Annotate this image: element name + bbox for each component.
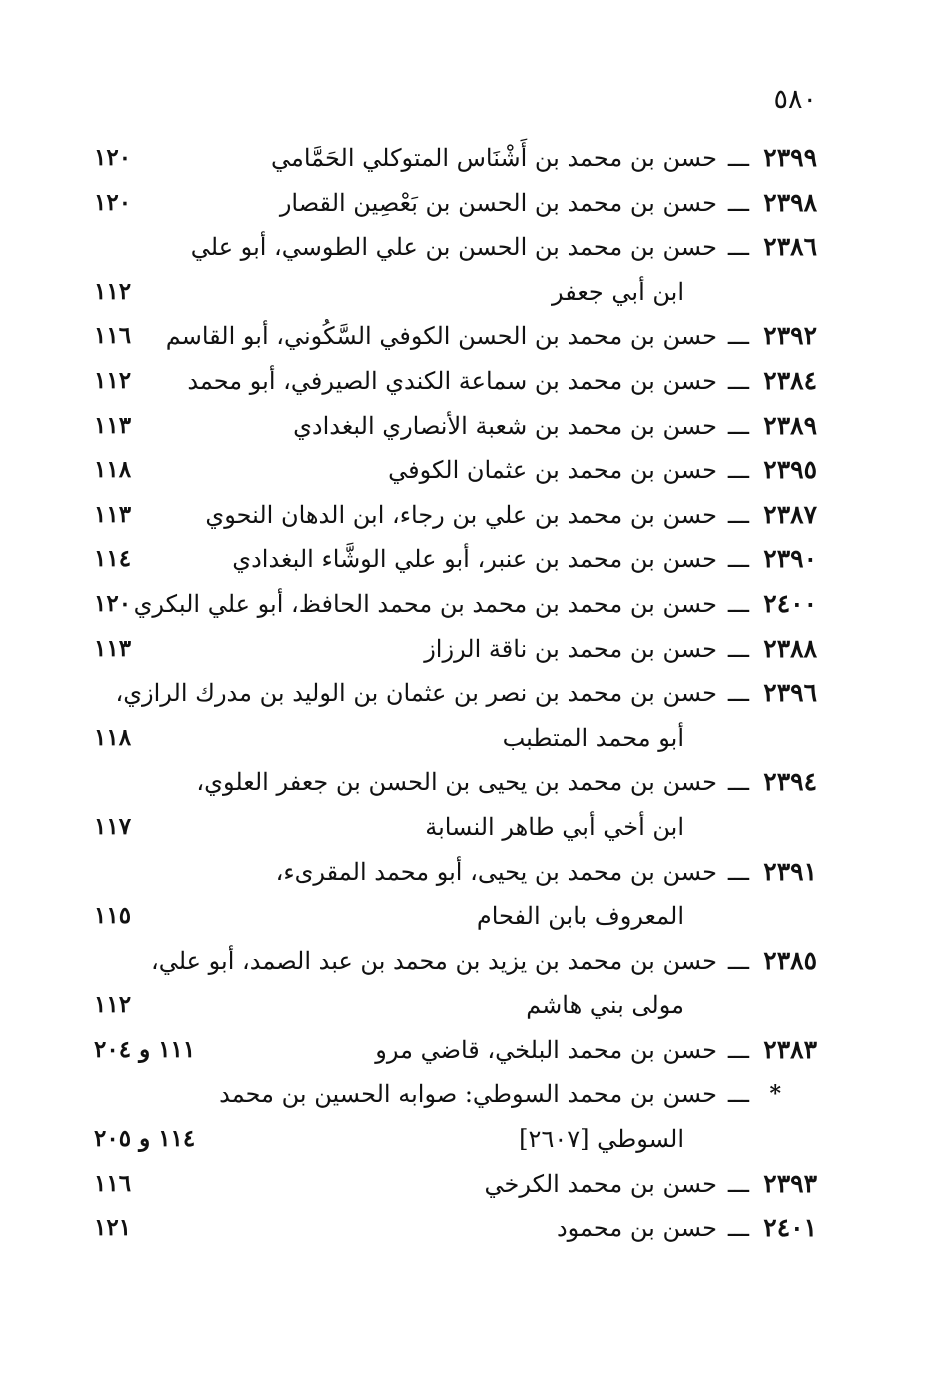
entry-name-text: السوطي [٢٦٠٧]: [519, 1125, 684, 1154]
page-reference: ١١٧: [94, 812, 132, 840]
page-reference: ١١٣: [94, 634, 132, 662]
entry-name-text: حسن بن محمد الكرخي: [484, 1169, 717, 1198]
entry-dash: ـــ: [727, 456, 749, 485]
index-entry: [0, 225, 929, 270]
entry-name-text: ابن أخي أبي طاهر النسابة: [425, 812, 684, 841]
entry-name-text: حسن بن محمد بن عثمان الكوفي: [388, 456, 717, 485]
entry-name-text: حسن بن محمد بن أَشْنَاس المتوكلي الحَمَّامي: [270, 144, 717, 172]
entry-dash: ـــ: [727, 1214, 749, 1243]
entry-dash: ـــ: [727, 545, 749, 574]
index-entry-continuation: [0, 983, 929, 1028]
entry-dash: ـــ: [727, 233, 749, 262]
entry-name-text: حسن بن محمد بن يحيى، أبو محمد المقرىء،: [275, 857, 717, 886]
index-entry: [0, 850, 929, 895]
entry-dash: ـــ: [727, 679, 749, 708]
entry-number: ٢٣٩٣: [763, 1168, 817, 1198]
entry-name-text: أبو محمد المتطبب: [502, 723, 684, 752]
entry-number: ٢٣٨٤: [763, 365, 817, 395]
index-entry: [0, 181, 929, 226]
page-reference: ١٢٠: [94, 188, 132, 216]
index-entry: [0, 136, 929, 181]
entry-dash: ـــ: [727, 1169, 749, 1198]
entry-name-text: حسن بن محمد بن محمد بن محمد الحافظ، أبو علي البكري: [133, 589, 717, 618]
entry-name-text: حسن بن محمد بن يزيد بن محمد بن عبد الصمد، أبو علي،: [150, 946, 717, 975]
page-reference: ١١٢: [94, 991, 132, 1019]
entry-number: ٢٣٩٠: [763, 544, 817, 574]
index-entry: [0, 671, 929, 716]
entry-name-text: حسن بن محمد بن الحسن بن علي الطوسي، أبو علي: [190, 233, 717, 262]
entry-dash: ـــ: [727, 634, 749, 663]
entry-name-text: حسن بن محمد السوطي: صوابه الحسين بن محمد: [219, 1080, 717, 1109]
page-reference: ١١٤ و ٢٠٥: [94, 1125, 196, 1153]
page-number: ٥٨٠: [773, 84, 817, 115]
index-entry: [0, 1072, 929, 1117]
entry-dash: ـــ: [727, 857, 749, 886]
index-entry-continuation: [0, 1117, 929, 1162]
index-entry: [0, 939, 929, 984]
page-reference: ١١٦: [94, 322, 132, 350]
index-entry: [0, 404, 929, 449]
entry-number: ٢٣٩٢: [763, 321, 817, 351]
page-reference: ١١٨: [94, 456, 132, 484]
index-entry-continuation: [0, 270, 929, 315]
page-reference: ١١٨: [94, 723, 132, 751]
entry-dash: ـــ: [727, 1080, 749, 1109]
entry-number: ٢٣٨٥: [763, 945, 817, 975]
index-entry: [0, 314, 929, 359]
entry-number: ٢٣٨٩: [763, 410, 817, 440]
entry-number: ٢٣٨٦: [763, 232, 817, 262]
index-entry: [0, 359, 929, 404]
entry-number: ٢٣٩١: [763, 856, 817, 886]
index-entry: [0, 493, 929, 538]
entry-number: ٢٣٩٨: [763, 187, 817, 217]
entry-number: ٢٣٩٩: [763, 143, 817, 172]
entry-dash: ـــ: [727, 322, 749, 351]
page-reference: ١١٥: [94, 902, 132, 930]
index-entry-continuation: [0, 894, 929, 939]
page-reference: ١١١ و ٢٠٤: [94, 1035, 196, 1063]
entry-name-text: ابن أبي جعفر: [551, 277, 684, 306]
index-list: [0, 136, 929, 1251]
page-reference: ١٢٠: [94, 589, 132, 617]
entry-number: ٢٣٩٦: [763, 678, 817, 708]
index-entry: [0, 448, 929, 493]
entry-name-text: حسن بن محمد بن الحسن الكوفي السَّكُوني، أبو القاسم: [165, 322, 717, 351]
index-entry: [0, 760, 929, 805]
entry-dash: ـــ: [727, 589, 749, 618]
entry-number: ٢٣٨٨: [763, 633, 817, 663]
entry-name-text: حسن بن محمد بن علي بن رجاء، ابن الدهان النحوي: [205, 500, 717, 529]
page-reference: ١١٣: [94, 411, 132, 439]
index-entry-continuation: [0, 716, 929, 761]
entry-number: ٢٣٨٣: [763, 1034, 817, 1064]
page-reference: ١١٦: [94, 1169, 132, 1197]
entry-dash: ـــ: [727, 188, 749, 217]
index-entry: [0, 1028, 929, 1073]
entry-name-text: حسن بن محمد بن شعبة الأنصاري البغدادي: [293, 411, 717, 440]
entry-dash: ـــ: [727, 768, 749, 797]
entry-dash: ـــ: [727, 144, 749, 172]
entry-name-text: حسن بن محمد بن نصر بن عثمان بن الوليد بن مدرك الرازي،: [115, 679, 717, 708]
page-reference: ١٢١: [94, 1214, 132, 1242]
entry-name-text: المعروف بابن الفحام: [476, 902, 684, 931]
entry-number: ٢٤٠١: [763, 1213, 817, 1243]
index-entry-continuation: [0, 805, 929, 850]
page-reference: ١١٢: [94, 277, 132, 305]
index-entry: [0, 582, 929, 627]
entry-dash: ـــ: [727, 366, 749, 395]
entry-dash: ـــ: [727, 411, 749, 440]
index-entry: [0, 1206, 929, 1251]
entry-dash: ـــ: [727, 946, 749, 975]
entry-name-text: حسن بن محمود: [556, 1214, 717, 1243]
page-reference: ١١٤: [94, 545, 132, 573]
entry-name-text: حسن بن محمد بن يحيى بن الحسن بن جعفر العلوي،: [196, 768, 717, 797]
entry-number: ٢٤٠٠: [763, 588, 817, 618]
entry-name-text: حسن بن محمد بن عنبر، أبو علي الوشَّاء البغدادي: [232, 545, 717, 574]
entry-number: ٢٣٨٧: [763, 499, 817, 529]
entry-name-text: حسن بن محمد بن الحسن بن بَعْصِين القصار: [279, 188, 717, 217]
index-entry: [0, 537, 929, 582]
entry-number: ٢٣٩٥: [763, 455, 817, 485]
entry-name-text: حسن بن محمد البلخي، قاضي مرو: [375, 1035, 717, 1064]
page-reference: ١١٢: [94, 366, 132, 394]
asterisk-marker: *: [769, 1081, 781, 1108]
index-entry: [0, 627, 929, 672]
entry-dash: ـــ: [727, 500, 749, 529]
entry-dash: ـــ: [727, 1035, 749, 1064]
entry-name-text: حسن بن محمد بن سماعة الكندي الصيرفي، أبو محمد: [187, 366, 717, 395]
index-entry: [0, 1162, 929, 1207]
entry-number: ٢٣٩٤: [763, 767, 817, 797]
entry-name-text: مولى بني هاشم: [526, 991, 684, 1020]
page-reference: ١٢٠: [94, 144, 132, 171]
page-reference: ١١٣: [94, 500, 132, 528]
entry-name-text: حسن بن محمد بن ناقة الرزاز: [424, 634, 717, 663]
